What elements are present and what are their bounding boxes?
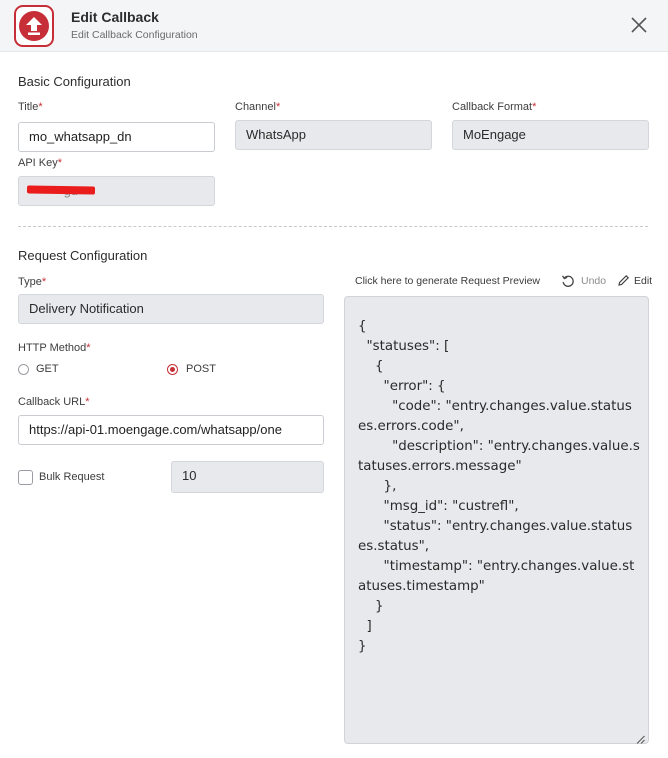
http-method-label: HTTP Method* <box>18 342 91 354</box>
undo-icon[interactable] <box>561 274 575 288</box>
bulk-request-checkbox[interactable] <box>18 470 33 485</box>
api-key-label: API Key* <box>18 157 63 169</box>
title-label: Title* <box>18 101 43 113</box>
channel-field: WhatsApp <box>235 120 432 150</box>
get-radio[interactable] <box>18 364 29 375</box>
request-preview-code: { "statuses": [ { "error": { "code": "entry.changes.value.statuses.errors.code", "description": "entry.changes.value.statuses.errors.message" }, "msg_id": "custrefl", "status": "entry.changes.value.statuses.status", "timestamp": "entry.changes.value.statuses.timestamp" } ] } <box>358 319 640 654</box>
callback-format-label: Callback Format* <box>452 101 537 113</box>
modal-title: Edit Callback <box>71 9 159 25</box>
bulk-request-size-field: 10 <box>171 461 324 493</box>
channel-label: Channel* <box>235 101 281 113</box>
type-field: Delivery Notification <box>18 294 324 324</box>
pencil-icon[interactable] <box>617 274 630 287</box>
bulk-request-label[interactable]: Bulk Request <box>39 471 105 483</box>
close-icon[interactable] <box>628 14 650 36</box>
request-preview-textarea[interactable] <box>344 296 649 744</box>
basic-config-title: Basic Configuration <box>18 74 131 89</box>
modal-header <box>0 0 668 52</box>
callback-url-input[interactable]: https://api-01.moengage.com/whatsapp/one <box>18 415 324 445</box>
title-input[interactable]: mo_whatsapp_dn <box>18 122 215 152</box>
callback-format-field: MoEngage <box>452 120 649 150</box>
get-radio-label[interactable]: GET <box>36 363 59 375</box>
post-radio-label[interactable]: POST <box>186 363 216 375</box>
undo-button[interactable]: Undo <box>581 275 607 287</box>
edit-button[interactable]: Edit <box>634 275 653 287</box>
upload-arrow-icon <box>14 5 54 47</box>
generate-preview-link[interactable]: Click here to generate Request Preview <box>355 275 541 287</box>
callback-url-label: Callback URL* <box>18 396 90 408</box>
section-divider <box>18 226 648 227</box>
request-config-title: Request Configuration <box>18 248 148 263</box>
post-radio[interactable] <box>167 364 178 375</box>
redaction-mark <box>27 185 95 194</box>
modal-subtitle: Edit Callback Configuration <box>71 29 198 41</box>
type-label: Type* <box>18 276 47 288</box>
resize-handle-icon[interactable] <box>636 731 645 740</box>
